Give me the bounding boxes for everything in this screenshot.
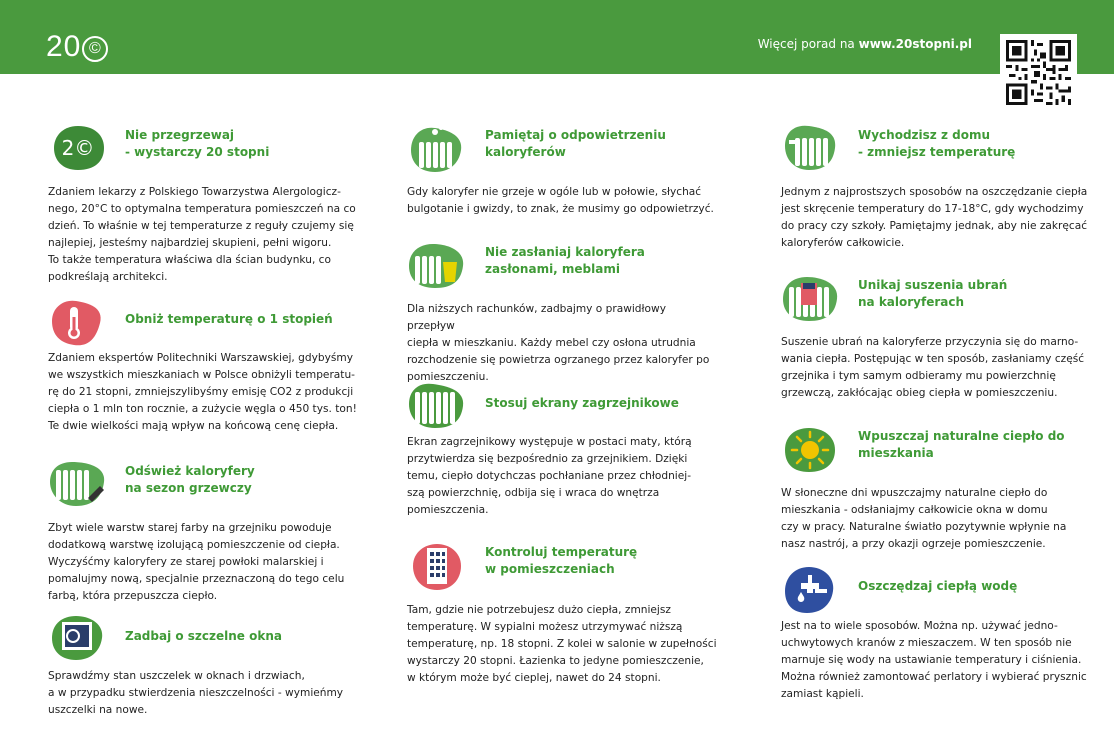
window-icon [48, 612, 108, 664]
tip-title: Nie przegrzewaj - wystarczy 20 stopni [125, 128, 270, 159]
tip-dont-overheat [48, 122, 368, 292]
tip-title: Unikaj suszenia ubrań na kaloryferach [858, 278, 1008, 309]
tip-title: Obniż temperaturę o 1 stopień [125, 312, 333, 326]
radiator-bleed-icon [407, 122, 467, 174]
tip-bleed-radiators [407, 122, 727, 222]
tip-title: Oszczędzaj ciepłą wodę [858, 579, 1018, 593]
tip-leaving-home [781, 122, 1101, 252]
building-icon [407, 540, 467, 592]
logo-celsius-mark: © [82, 36, 108, 62]
faucet-icon [781, 563, 841, 615]
tip-body: Sprawdźmy stan uszczelek w oknach i drzwiach, a w przypadku stwierdzenia nieszczelności - wymieńmy uszczelki na nowe. [48, 670, 344, 716]
tip-body: Tam, gdzie nie potrzebujesz dużo ciepła, zmniejsz temperaturę. W sypialni możesz utrzymywać niższą temperaturę, np. 18 stopni. Z kolei w salonie w zupełności wystarczy 20 stopni. Łazienka to jedyne pomieszczenie, w którym może być cieplej, nawet do 24 stopni. [407, 604, 717, 684]
radiator-furniture-icon [407, 240, 467, 292]
svg-text:2©: 2© [61, 136, 95, 160]
tip-body: Ekran zagrzejnikowy występuje w postaci maty, którą przytwierdza się bezpośrednio za grzejnikiem. Dzięki temu, ciepło dotychczas pochłaniane przez chłodniej- szą powierzchnię, odbija się i wraca do wnętrza pomieszczenia. [407, 436, 692, 516]
website-link[interactable]: www.20stopni.pl [858, 37, 972, 51]
tip-body: Zdaniem lekarzy z Polskiego Towarzystwa Alergologicz- nego, 20°C to optymalna temperatura pomieszczeń na co dzień. To właśnie w tej temperaturze z reguły czujemy się najlepiej, jesteśmy najbardziej skupieni, pełni wigoru. To także temperatura właściwa dla ścian budynku, co podkreślają architekci. [48, 186, 356, 283]
thermometer-icon [48, 297, 108, 349]
tip-title: Stosuj ekrany zagrzejnikowe [485, 396, 679, 410]
radiator-brush-icon [48, 458, 108, 510]
20c-logo-icon [48, 122, 108, 174]
sun-icon [781, 424, 841, 476]
tip-body: Dla niższych rachunków, zadbajmy o prawidłowy przepływ ciepła w mieszkaniu. Każdy mebel czy osłona utrudnia rozchodzenie się powietrza ogrzanego przez kaloryfer po pomieszczeniu. [407, 303, 710, 383]
tip-body: Gdy kaloryfer nie grzeje w ogóle lub w połowie, słychać bulgotanie i gwizdy, to znak, że musimy go odpowietrzyć. [407, 186, 714, 215]
tip-dont-cover-radiator [407, 240, 727, 383]
qr-code[interactable] [1000, 34, 1077, 111]
tip-title: Kontroluj temperaturę w pomieszczeniach [485, 545, 638, 576]
tip-natural-heat [781, 424, 1101, 554]
radiator-screen-icon [407, 380, 467, 432]
tip-lower-temperature [48, 297, 368, 437]
tip-body: Suszenie ubrań na kaloryferze przyczynia się do marno- wania ciepła. Postępując w ten sposób, zasłaniamy część grzejnika i tym samym odbieramy mu powierzchnię grzewczą, zakłócając obieg ciepła w pomieszczeniu. [781, 336, 1085, 399]
tip-title: Zadbaj o szczelne okna [125, 629, 282, 643]
tip-no-drying-clothes [781, 273, 1101, 413]
more-tips-text [758, 37, 972, 51]
tip-seal-windows [48, 612, 368, 724]
tip-title: Nie zasłaniaj kaloryfera zasłonami, meblami [485, 245, 645, 276]
radiator-knob-icon [781, 122, 841, 174]
tip-radiator-screens [407, 380, 727, 520]
brand-logo [46, 30, 108, 64]
tip-title: Wpuszczaj naturalne ciepło do mieszkania [858, 429, 1065, 460]
more-tips-prefix: Więcej porad na [757, 37, 859, 51]
tip-body: W słoneczne dni wpuszczajmy naturalne ciepło do mieszkania - odsłaniajmy całkowicie okna w domu czy w pracy. Naturalne światło pozytywnie wpłynie na nasz nastrój, a przy okazji ogrzeje pomieszczenie. [781, 487, 1067, 550]
tip-body: Jest na to wiele sposobów. Można np. używać jedno- uchwytowych kranów z mieszaczem. W ten sposób nie marnuje się wody na ustawianie temperatury i ciśnienia. Można również zamontować perlatory i wybierać prysznic zamiast kąpieli. [781, 620, 1087, 700]
drying-clothes-icon [781, 273, 841, 325]
tip-body: Zdaniem ekspertów Politechniki Warszawskiej, gdybyśmy we wszystkich mieszkaniach w Polsce obniżyli temperatu- rę do 21 stopni, zmniejszylibyśmy emisję CO2 z produkcji ciepła o 1 mln ton rocznie, a zużycie węgla o 450 tys. ton! Te dwie wielkości mają wpływ na końcową cenę ciepła. [48, 352, 357, 432]
tip-title: Wychodzisz z domu - zmniejsz temperaturę [858, 128, 1016, 159]
tip-save-hot-water [781, 563, 1101, 713]
logo-number: 20 [46, 30, 82, 63]
tip-body: Jednym z najprostszych sposobów na oszczędzanie ciepła jest skręcenie temperatury do 17-18°C, gdy wychodzimy do pracy czy szkoły. Pamiętajmy jednak, aby nie zakręcać kaloryferów całkowicie. [781, 186, 1088, 249]
tip-control-temperature [407, 540, 727, 690]
tip-title: Odśwież kaloryfery na sezon grzewczy [125, 464, 255, 495]
tip-refresh-radiators [48, 458, 368, 608]
tip-body: Zbyt wiele warstw starej farby na grzejniku powoduje dodatkową warstwę izolującą pomieszczenie od ciepła. Wyczyśćmy kaloryfery ze starej powłoki malarskiej i pomalujmy nową, specjalnie przeznaczoną do tego celu farbą, która przepuszcza ciepło. [48, 522, 345, 602]
tip-title: Pamiętaj o odpowietrzeniu kaloryferów [485, 128, 666, 159]
qr-code-icon [1006, 40, 1071, 105]
